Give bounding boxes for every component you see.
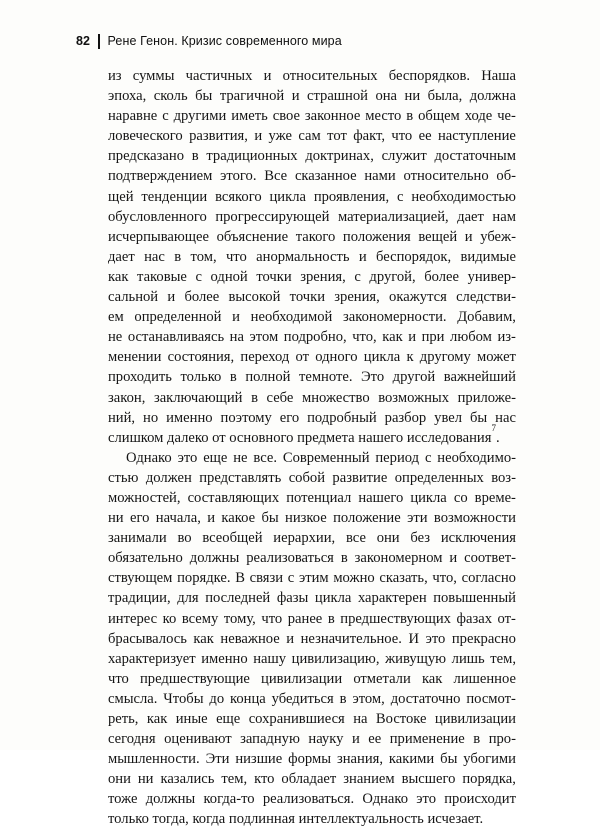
page-number: 82 (76, 34, 90, 48)
text-line: ний, но именно поэтому его подробный разбор увел бы нас (108, 409, 516, 426)
paragraph (108, 448, 516, 830)
text-line: менении состояния, переход от одного цикла к другому может (108, 349, 516, 366)
text-line: проходить только в полной темноте. Это другой важнейший (108, 369, 516, 386)
footnote-mark[interactable]: 7 (491, 422, 496, 433)
text-line: традиции, для последней фазы цикла характерен повышенный (108, 590, 516, 607)
text-line: только тогда, когда подлинная интеллектуальность исчезает. (108, 811, 484, 828)
text-line: мышленности. Эти низшие формы знания, какими бы убогими (108, 751, 516, 768)
text-line: исчерпывающее объяснение такого положения вещей и убеж- (108, 228, 516, 245)
text-line: как таковые с одной точки зрения, с другой, более универ- (108, 268, 516, 285)
text-line: дает нас в том, что анормальность и беспорядок, видимые (108, 248, 516, 265)
text-line: закон, заключающий в себе множество возможных приложе- (108, 389, 516, 406)
text-line: интерес ко всему тому, что ранее в предшествующих фазах от- (108, 610, 516, 627)
text-line: характеризует именно нашу цивилизацию, живущую лишь тем, (108, 650, 516, 667)
text-line: стью должен представлять собой развитие определенных воз- (108, 469, 516, 486)
text-line: занимали во всеобщей иерархии, все они без исключения (108, 530, 516, 547)
text-line: эпоха, сколь бы трагичной и страшной она ни была, должна (108, 88, 516, 105)
text-line: реть, как иные еще сохранившиеся на Востоке цивилизации (108, 711, 516, 727)
text-line: из суммы частичных и относительных беспорядков. Наша (108, 68, 516, 84)
text-line: они ни казались тем, кто обладает знанием высшего порядка, (108, 771, 516, 788)
text-line: слишком далеко от основного предмета нашего исследования 7 . (108, 428, 516, 448)
text-line: не останавливаясь на этом подробно, что, как и при любом из- (108, 329, 516, 346)
text-line: можностей, составляющих потенциал нашего цикла со време- (108, 489, 516, 506)
running-head-title: Рене Генон. Кризис современного мира (107, 34, 342, 48)
text-line: Однако это еще не все. Современный период с необходимо- (126, 449, 516, 466)
text-line: обусловленного прогрессирующей материализацией, дает нам (108, 208, 516, 225)
header-separator (98, 34, 100, 49)
text-line: ловеческого развития, и уже сам тот факт, что ее наступление (108, 128, 516, 145)
text-line: тоже должны когда-то реализоваться. Однако это происходит (108, 791, 516, 808)
text-line: предсказано в традиционных доктринах, служит достаточным (108, 148, 516, 165)
body-text (108, 66, 516, 830)
text-line: что предшествующие цивилизации отметали как лишенное (108, 670, 516, 687)
text-line: ни его начала, и какое бы низкое положение эти возможности (108, 510, 516, 527)
text-line: сальной и более высокой точки зрения, окажутся следстви- (108, 289, 516, 306)
text-line: смысла. Чтобы до конца убедиться в этом, достаточно посмот- (108, 690, 516, 707)
text-line: наравне с другими иметь свое законное место в общем ходе че- (108, 108, 516, 125)
text-line: брасывалось как неважное и незначительное. И это прекрасно (108, 630, 516, 647)
text-line: сегодня оценивают западную науку и ее применение в про- (108, 731, 516, 748)
text-line: подтверждением этого. Все сказанное нами относительно об- (108, 168, 516, 185)
text-line: ствующем порядке. В связи с этим можно сказать, что, согласно (108, 570, 516, 587)
text-line: обязательно должны реализоваться в закономерном и соответ- (108, 550, 516, 567)
text-line: ем определенной и необходимой закономерности. Добавим, (108, 309, 516, 326)
paragraph (108, 66, 516, 448)
running-head (76, 30, 536, 52)
text-line: щей тенденции всякого цикла проявления, с необходимостью (108, 188, 516, 205)
